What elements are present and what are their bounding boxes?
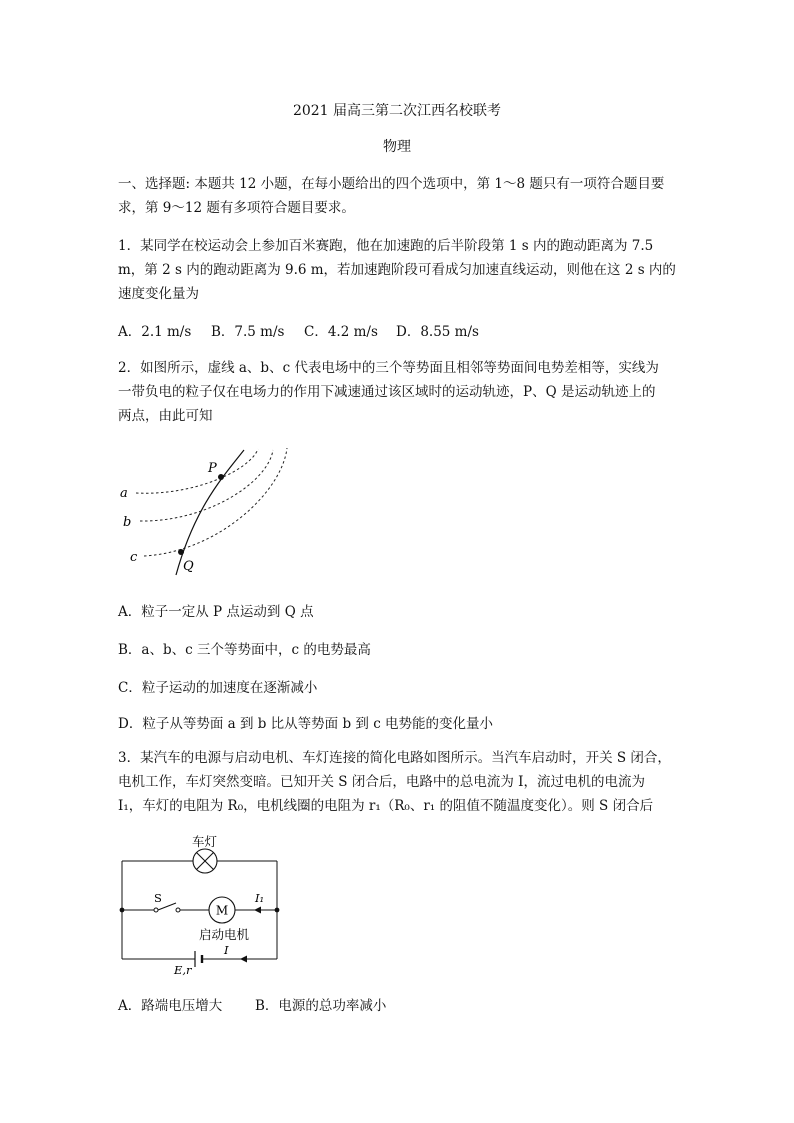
question-2-option-d: D．粒子从等势面 a 到 b 比从等势面 b 到 c 电势能的变化量小 <box>118 716 494 732</box>
question-line: 电机工作，车灯突然变暗。已知开关 S 闭合后，电路中的总电流为 I，流过电机的电流为 <box>118 774 645 790</box>
point-q <box>178 549 184 555</box>
switch-contact <box>154 908 158 912</box>
current-i1-label: I₁ <box>255 891 265 905</box>
label-q: Q <box>183 559 194 574</box>
source-label: E,r <box>174 963 192 977</box>
option-d: D．8.55 m/s <box>396 324 479 340</box>
current-i-label: I <box>224 943 229 957</box>
section-instructions <box>118 172 678 220</box>
switch-contact <box>176 908 180 912</box>
question-line: 1．某同学在校运动会上参加百米赛跑，他在加速跑的后半阶段第 1 s 内的跑动距离为 7.5 <box>118 238 654 254</box>
question-2-stem <box>118 356 678 428</box>
option-b: B．7.5 m/s <box>211 324 285 340</box>
exam-title: 2021 届高三第二次江西名校联考 <box>292 103 502 119</box>
equipotential-b <box>140 450 273 521</box>
motor-label: 启动电机 <box>199 927 250 942</box>
section-line: 求，第 9～12 题有多项符合题目要求。 <box>118 200 355 216</box>
question-line: 2．如图所示，虚线 a、b、c 代表电场中的三个等势面且相邻等势面间电势差相等，实线为 <box>118 360 659 376</box>
question-line: 一带负电的粒子仅在电场力的作用下减速通过该区域时的运动轨迹，P、Q 是运动轨迹上的 <box>118 384 656 400</box>
question-3-stem <box>118 746 678 818</box>
option-b: B．电源的总功率减小 <box>255 998 387 1014</box>
option-a: A．路端电压增大 <box>118 998 223 1014</box>
point-p <box>218 474 224 480</box>
junction-dot <box>120 908 125 913</box>
section-line: 一、选择题: 本题共 12 小题，在每小题给出的四个选项中，第 1～8 题只有一项符合题目要 <box>118 176 665 192</box>
question-line: 3．某汽车的电源与启动电机、车灯连接的简化电路如图所示。当汽车启动时，开关 S 闭合， <box>118 750 671 766</box>
arrow-left-icon <box>240 956 247 963</box>
question-line: m，第 2 s 内的跑动距离为 9.6 m，若加速跑阶段可看成匀加速直线运动，则他在这 2 s 内的 <box>118 262 676 278</box>
subject-title: 物理 <box>383 139 411 155</box>
lamp-label: 车灯 <box>192 834 218 849</box>
question-3-options <box>118 994 386 1014</box>
question-line: I₁，车灯的电阻为 R₀，电机线圈的电阻为 r₁（R₀、r₁ 的阻值不随温度变化）。则 S 闭合后 <box>118 798 654 814</box>
question-line: 两点，由此可知 <box>118 408 213 424</box>
question-2-option-a: A．粒子一定从 P 点运动到 Q 点 <box>118 604 314 620</box>
question-2-option-c: C．粒子运动的加速度在逐渐减小 <box>118 680 318 696</box>
question-2-option-b: B．a、b、c 三个等势面中，c 的电势最高 <box>118 642 371 658</box>
question-1-options <box>118 320 479 340</box>
label-b: b <box>123 515 132 530</box>
question-1-stem <box>118 234 678 306</box>
option-c: C．4.2 m/s <box>304 324 378 340</box>
option-a: A．2.1 m/s <box>118 324 192 340</box>
motor-symbol: M <box>215 903 229 918</box>
label-c: c <box>130 550 138 565</box>
label-a: a <box>120 486 128 501</box>
question-line: 速度变化量为 <box>118 286 199 302</box>
label-p: P <box>208 461 217 476</box>
arrow-left-icon <box>254 907 261 914</box>
circuit-diagram <box>112 832 292 982</box>
junction-dot <box>275 908 280 913</box>
switch-label: S <box>154 891 162 905</box>
equipotential-figure <box>110 440 310 580</box>
